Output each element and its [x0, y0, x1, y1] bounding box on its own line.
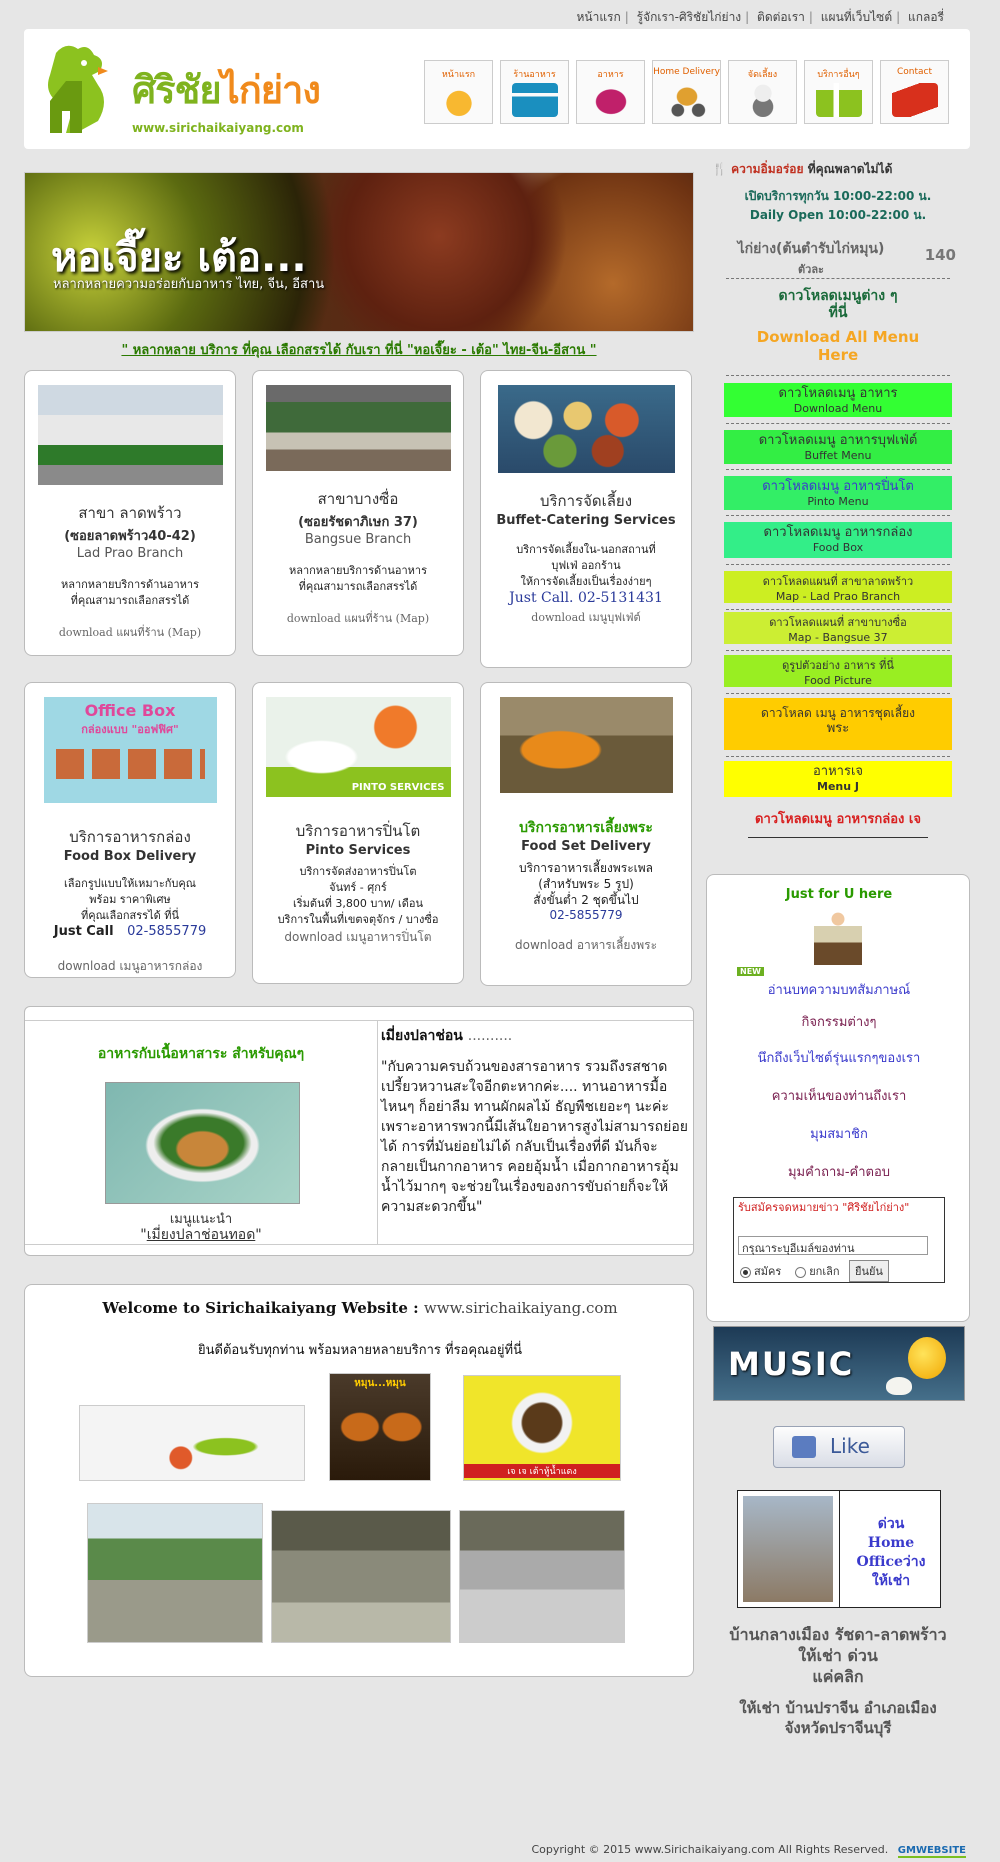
delivery-scooter-icon — [664, 83, 710, 117]
download-bangsue-map-button[interactable]: ดาวโหลดแผนที่ สาขาบางซื่อ Map - Bangsue 37 — [724, 612, 952, 644]
chick-icon — [908, 1337, 946, 1379]
card-bangsue-branch — [252, 370, 464, 656]
topnav-about-link[interactable]: รู้จักเรา-ศิริชัยไก่ย่าง — [636, 10, 742, 24]
office-box-title: Office Box — [84, 701, 176, 720]
card-title: สาขาบางซื่อ — [317, 490, 399, 508]
pinto-image-label: PINTO SERVICES — [351, 782, 445, 793]
opening-hours-th: เปิดบริการทุกวัน 10:00-22:00 น. — [744, 189, 932, 203]
home-office-image — [743, 1496, 833, 1602]
catering-image[interactable] — [498, 385, 675, 473]
restaurant-photo-3[interactable] — [459, 1510, 625, 1643]
nav-catering-label: จัดเลี้ยง — [747, 70, 778, 79]
card-subtitle: Buffet-Catering Services — [496, 513, 676, 528]
card-title: บริการอาหารปิ่นโต — [295, 822, 421, 840]
card-description: หลากหลายบริการด้านอาหาร ที่คุณสามารถเลือกสรรได้ — [288, 564, 428, 593]
divider — [726, 693, 950, 694]
ladprao-branch-image[interactable] — [38, 385, 223, 485]
monk-food-image[interactable] — [500, 697, 673, 793]
card-food-box — [24, 682, 236, 978]
chicken-price-label: ไก่ย่าง(ต้นตำรับไก่หมุน) — [737, 241, 885, 257]
welcome-subtitle: ยินดีต้อนรับทุกท่าน พร้อมหลายหลายบริการ ที่รอคุณอยู่ที่นี่ — [198, 1343, 522, 1358]
promo-link[interactable]: " หลากหลาย บริการ ที่คุณ เลือกสรรได้ กับเรา ที่นี่ "หอเจี๊ยะ - เต้อ" ไทย-จีน-อีสาน " — [121, 343, 597, 358]
monk-food-phone[interactable]: 02-5855779 — [549, 908, 623, 922]
logo-text-accent: ไก่ย่าง — [220, 68, 320, 112]
card-subtitle-en: Bangsue Branch — [304, 532, 412, 547]
foodbox-phone[interactable]: Just Call 02-5855779 — [53, 924, 207, 939]
right-sidebar — [706, 160, 970, 827]
egg-icon — [886, 1377, 912, 1395]
download-menu-button[interactable]: ดาวโหลดเมนู อาหาร Download Menu — [724, 383, 952, 417]
download-pinto-menu-link[interactable]: download เมนูอาหารปิ่นโต — [284, 930, 432, 944]
topnav-separator: | — [808, 10, 813, 24]
chicken-price-row — [716, 238, 966, 278]
download-monk-menu-link[interactable]: download อาหารเลี้ยงพระ — [514, 938, 658, 952]
featured-menu-section — [24, 1006, 694, 1256]
food-icon — [588, 83, 634, 117]
download-heading-th: ดาวโหลดเมนูต่าง ๆ ที่นี่ — [778, 288, 898, 321]
gift-icon — [816, 83, 862, 117]
newsletter-options — [740, 1260, 889, 1282]
featured-caption: เมนูแนะนำ — [169, 1212, 233, 1227]
home-delivery-image[interactable] — [79, 1405, 305, 1481]
faq-link[interactable]: มุมคำถาม-คำตอบ — [787, 1165, 891, 1180]
card-subtitle: (ซอยรัชดาภิเษก 37) — [298, 515, 418, 530]
top-navigation — [576, 8, 944, 27]
download-buffet-menu-link[interactable]: download เมนูบุฟเฟ่ต์ — [531, 611, 641, 624]
music-label: MUSIC — [728, 1345, 855, 1383]
site-header — [24, 29, 970, 149]
download-map-link[interactable]: download แผนที่ร้าน (Map) — [58, 626, 202, 639]
divider — [726, 609, 950, 610]
nav-other-services[interactable] — [804, 60, 873, 124]
rotisserie-image-label: หมุน...หมุน — [354, 1378, 406, 1389]
download-pinto-menu-button[interactable]: ดาวโหลดเมนู อาหารปิ่นโต Pinto Menu — [724, 476, 952, 510]
featured-article-title: เมี่ยงปลาช่อน .......... — [381, 1028, 513, 1044]
nav-contact-label: Contact — [896, 67, 932, 77]
divider — [726, 278, 950, 279]
card-title: บริการจัดเลี้ยง — [539, 492, 633, 510]
featured-dish-link[interactable]: "เมี่ยงปลาช่อนทอด" — [140, 1227, 262, 1243]
divider — [726, 375, 950, 376]
copyright-text: Copyright © 2015 www.Sirichaikaiyang.com All Rights Reserved. — [531, 1843, 889, 1856]
card-subtitle: Food Box Delivery — [63, 849, 197, 864]
nav-delivery-label: Home Delivery — [653, 67, 720, 77]
activities-link[interactable]: กิจกรรมต่างๆ — [801, 1015, 877, 1030]
unsubscribe-label: ยกเลิก — [809, 1265, 840, 1278]
new-badge: NEW — [737, 967, 764, 976]
card-description: บริการจัดส่งอาหารปิ่นโต จันทร์ - ศุกร์ เริ่มต้นที่ 3,800 บาท/ เดือน บริการในพื้นที่เขตจตุจักร / บางซื่อ — [277, 865, 439, 926]
like-label: Like — [830, 1434, 870, 1458]
chicken-price-unit: ตัวละ — [798, 263, 824, 276]
card-description: เลือกรูปแบบให้เหมาะกับคุณ พร้อม ราคาพิเศษ ที่คุณเลือกสรรได้ ที่นี่ — [64, 877, 196, 922]
food-picture-button[interactable]: ดูรูปตัวอย่าง อาหาร ที่นี่ Food Picture — [724, 655, 952, 687]
card-title: บริการอาหารกล่อง — [69, 828, 191, 846]
divider — [726, 515, 950, 516]
divider — [25, 1020, 693, 1021]
hero-banner — [24, 172, 694, 332]
nav-food-label: อาหาร — [597, 70, 624, 79]
logo-url: www.sirichaikaiyang.com — [132, 121, 304, 135]
members-corner-link[interactable]: มุมสมาชิก — [810, 1127, 868, 1142]
topnav-home-link[interactable]: หน้าแรก — [576, 10, 621, 24]
restaurant-photo-2[interactable] — [271, 1510, 451, 1643]
bangsue-branch-image[interactable] — [266, 385, 451, 471]
divider — [726, 423, 950, 424]
newsletter-email-input[interactable]: กรุณาระบุอีเมล์ของท่าน — [738, 1236, 928, 1255]
subscribe-label: สมัคร — [754, 1265, 782, 1278]
nav-restaurant[interactable] — [500, 60, 569, 124]
topnav-gallery-link[interactable]: แกลอรี่ — [907, 10, 944, 24]
sidebar-headline: 🍴 ความอิ่มอร่อย ที่คุณพลาดไม่ได้ — [712, 162, 893, 176]
footer — [531, 1843, 966, 1858]
card-description: หลากหลายบริการด้านอาหาร ที่คุณสามารถเลือกสรรได้ — [60, 578, 200, 607]
thumbs-up-icon — [792, 1436, 816, 1458]
old-website-link[interactable]: นึกถึงเว็บไซต์รุ่นแรกๆของเรา — [757, 1051, 921, 1066]
welcome-title: Welcome to Sirichaikaiyang Website : www.sirichaikaiyang.com — [102, 1299, 618, 1317]
newsreader-icon — [814, 909, 862, 965]
featured-left-title: อาหารกับเนื้อหาสาระ สำหรับคุณๆ — [97, 1046, 305, 1062]
download-foodbox-menu-button[interactable]: ดาวโหลดเมนู อาหารกล่อง Food Box — [724, 522, 952, 558]
topnav-sitemap-link[interactable]: แผนที่เว็บไซต์ — [820, 10, 893, 24]
feedback-link[interactable]: ความเห็นของท่านถึงเรา — [771, 1089, 907, 1104]
home-office-rent-box[interactable] — [737, 1490, 941, 1608]
topnav-separator: | — [624, 10, 629, 24]
nav-catering[interactable] — [728, 60, 797, 124]
card-subtitle: Pinto Services — [305, 843, 411, 858]
divider — [377, 1020, 378, 1245]
card-monk-food — [480, 682, 692, 986]
newsletter-form — [733, 1197, 945, 1283]
unsubscribe-radio[interactable] — [795, 1267, 806, 1278]
topnav-separator: | — [896, 10, 901, 24]
nav-contact[interactable] — [880, 60, 949, 124]
office-box-subtitle: กล่องแบบ "ออฟฟิศ" — [81, 723, 179, 736]
just-for-you-box — [706, 874, 970, 1322]
topnav-contact-link[interactable]: ติดต่อเรา — [757, 10, 805, 24]
featured-article-text: "กับความครบถ้วนของสารอาหาร รวมถึงรสชาดเปรี้ยวหวานสะใจอีกตะหากค่ะ.... ทานอาหารมื้อไหนๆ ก็อย่าลืม ทานผักผลไม้ ธัญพืชเยอะๆ นะค่ะ เพราะอาหารพวกนี้มีเส้นใยอาหารสูงไม่สามารถย่อยได้ การที่มันย่อยไม่ได้ กลับเป็นเรื่องที่ดี มันก็จะกลายเป็นกากอาหาร คอยอุ้มน้ำ เมื่อกากอาหารอุ้มน้ำไว้มากๆ จะช่วยในเรื่องของการขับถ่ายก็จะให้ความสะดวกขึ้น" — [381, 1059, 688, 1215]
card-pinto — [252, 682, 464, 984]
prachinburi-house-rent-link[interactable]: ให้เช่า บ้านปราจีน อำเภอเมือง จังหวัดปราจีนบุรี — [739, 1699, 937, 1737]
divider — [726, 650, 950, 651]
card-description: บริการจัดเลี้ยงใน-นอกสถานที่ บุฟเฟ่ ออกร้าน ให้การจัดเลี้ยงเป็นเรื่องง่ายๆ — [516, 543, 656, 588]
tofu-soup-image[interactable] — [463, 1375, 621, 1481]
interview-articles-link[interactable]: อ่านบทความบทสัมภาษณ์ — [767, 983, 911, 998]
subscribe-radio[interactable] — [740, 1267, 751, 1278]
gmwebsite-badge[interactable]: GMWEBSITE — [897, 1845, 966, 1856]
divider — [726, 564, 950, 565]
download-foodbox-menu-link[interactable]: download เมนูอาหารกล่อง — [57, 959, 203, 973]
office-box-image[interactable] — [44, 697, 217, 803]
chef-icon — [740, 83, 786, 117]
card-subtitle-en: Lad Prao Branch — [76, 546, 184, 561]
catering-phone[interactable]: Just Call. 02-5131431 — [509, 590, 663, 606]
nav-home-label: หน้าแรก — [441, 70, 476, 79]
divider — [748, 837, 928, 838]
download-heading-en: Download All Menu Here — [756, 328, 920, 364]
rooster-icon — [436, 83, 482, 117]
chicken-price-value: 140 — [924, 246, 956, 264]
home-office-text: ด่วน Home Officeว่าง ให้เช่า — [856, 1516, 926, 1589]
opening-hours-en: Daily Open 10:00-22:00 น. — [749, 208, 927, 222]
download-buffet-menu-button[interactable]: ดาวโหลดเมนู อาหารบุฟเฟ่ต์ Buffet Menu — [724, 430, 952, 464]
welcome-section — [24, 1284, 694, 1677]
card-catering — [480, 370, 692, 668]
divider — [726, 756, 950, 757]
tofu-soup-label: เจ เจ เต้าหู้น้ำแดง — [464, 1464, 620, 1478]
download-monk-menu-button[interactable]: ดาวโหลด เมนู อาหารชุดเลี้ยง พระ — [724, 698, 952, 750]
banner-subtitle: หลากหลายความอร่อยกับอาหาร ไทย, จีน, อีสาน — [53, 277, 325, 292]
logo-text-main: ศิริชัย — [132, 68, 221, 112]
restaurant-photo-1[interactable] — [87, 1503, 263, 1643]
rotisserie-chicken-image[interactable] — [329, 1373, 431, 1481]
card-subtitle: (ซอยลาดพร้าว40-42) — [64, 529, 196, 544]
download-j-foodbox-link[interactable]: ดาวโหลดเมนู อาหารกล่อง เจ — [755, 812, 921, 827]
logo-wordmark[interactable] — [132, 59, 320, 120]
fork-knife-icon: 🍴 — [712, 162, 732, 176]
nav-food[interactable] — [576, 60, 645, 124]
divider — [839, 1491, 840, 1607]
download-ladprao-map-button[interactable]: ดาวโหลดแผนที่ สาขาลาดพร้าว Map - Lad Prao Branch — [724, 571, 952, 603]
rooster-logo-icon[interactable] — [36, 41, 126, 137]
divider — [726, 469, 950, 470]
card-ladprao-branch — [24, 370, 236, 656]
card-title: บริการอาหารเลี้ยงพระ — [519, 820, 653, 836]
featured-dish-image[interactable] — [105, 1082, 300, 1204]
nav-restaurant-label: ร้านอาหาร — [513, 70, 556, 79]
card-title: สาขา ลาดพร้าว — [78, 504, 182, 522]
topnav-separator: | — [745, 10, 750, 24]
confirm-button[interactable]: ยืนยัน — [849, 1260, 889, 1282]
facebook-like-button[interactable] — [773, 1426, 905, 1468]
download-j-menu-button[interactable]: อาหารเจ Menu J — [724, 761, 952, 797]
card-description: บริการอาหารเลี้ยงพระเพล (สำหรับพระ 5 รูป) สั่งขั้นต่ำ 2 ชุดขึ้นไป — [518, 861, 654, 907]
nav-home-delivery[interactable] — [652, 60, 721, 124]
card-subtitle: Food Set Delivery — [521, 839, 651, 854]
envelope-icon — [892, 83, 938, 117]
store-icon — [512, 83, 558, 117]
pinto-services-image[interactable] — [266, 697, 451, 797]
banner-title: หอเจี๊ยะ เต้อ... — [51, 235, 307, 281]
download-map-link[interactable]: download แผนที่ร้าน (Map) — [286, 612, 430, 625]
nav-services-label: บริการอื่นๆ — [817, 70, 860, 79]
nav-home[interactable] — [424, 60, 493, 124]
music-banner[interactable] — [713, 1326, 965, 1401]
ratchada-house-rent-link[interactable]: บ้านกลางเมือง รัชดา-ลาดพร้าว ให้เช่า ด่วน แค่คลิก — [729, 1625, 947, 1686]
newsletter-title: รับสมัครจดหมายข่าว "ศิริชัยไก่ย่าง" — [738, 1201, 910, 1214]
just-for-you-title: Just for U here — [785, 887, 893, 902]
